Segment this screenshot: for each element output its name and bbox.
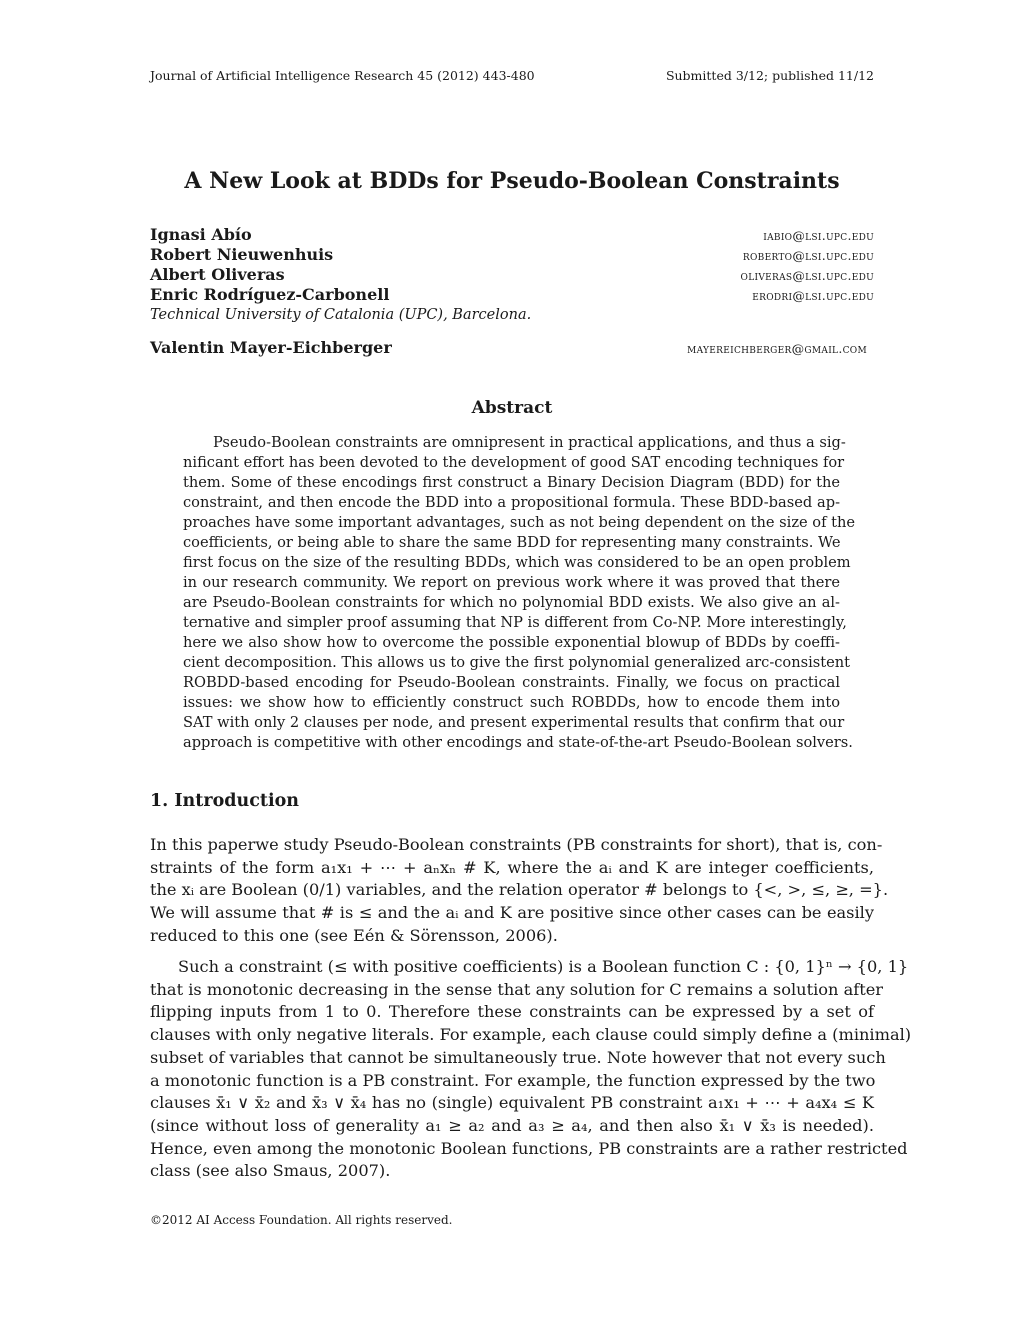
text-line: constraint, and then encode the BDD into a propositional formula. These BDD-based ap- (183, 494, 840, 511)
text-line: flipping inputs from 1 to 0. Therefore these constraints can be expressed by a set of (150, 1002, 874, 1022)
abstract-heading: Abstract (471, 398, 553, 418)
text-line: clauses with only negative literals. For example, each clause could simply define a (minimal) (150, 1025, 912, 1045)
paragraph (150, 834, 889, 948)
section-heading: 1. Introduction (150, 791, 299, 811)
author-email: erodri@lsi.upc.edu (752, 288, 874, 303)
text-line: them. Some of these encodings first construct a Binary Decision Diagram (BDD) for the (183, 474, 840, 491)
submission-dates: Submitted 3/12; published 11/12 (665, 68, 874, 83)
text-line: the xᵢ are Boolean (0/1) variables, and the relation operator # belongs to {<, >, ≤, ≥, =}. (150, 880, 889, 900)
text-line: In this paperwe study Pseudo-Boolean constraints (PB constraints for short), that is, con- (150, 835, 883, 854)
text-line: here we also show how to overcome the possible exponential blowup of BDDs by coeffi- (183, 634, 840, 651)
author-name: Albert Oliveras (150, 265, 285, 284)
text-line: straints of the form a₁x₁ + ⋯ + aₙxₙ # K, where the aᵢ and K are integer coefficients, (150, 857, 874, 877)
text-line: Pseudo-Boolean constraints are omnipresent in practical applications, and thus a sig- (213, 434, 846, 451)
paper-title: A New Look at BDDs for Pseudo-Boolean Constraints (184, 168, 840, 194)
author-name: Ignasi Abío (150, 225, 252, 244)
text-line: coefficients, or being able to share the same BDD for representing many constraints. We (183, 534, 841, 551)
abstract-body (183, 433, 856, 753)
text-line: reduced to this one (see Eén & Sörensson, 2006). (150, 925, 558, 945)
text-line: nificant effort has been devoted to the development of good SAT encoding techniques for (183, 454, 845, 471)
text-line: cient decomposition. This allows us to give the first polynomial generalized arc-consistent (183, 654, 851, 671)
text-line: SAT with only 2 clauses per node, and present experimental results that confirm that our (183, 714, 845, 731)
journal-header: Journal of Artificial Intelligence Research 45 (2012) 443-480 (150, 68, 535, 83)
copyright-notice: ©2012 AI Access Foundation. All rights reserved. (150, 1213, 453, 1227)
text-line: issues: we show how to efficiently construct such ROBDDs, how to encode them into (183, 694, 840, 711)
author-name: Valentin Mayer-Eichberger (150, 338, 392, 357)
text-line: are Pseudo-Boolean constraints for which no polynomial BDD exists. We also give an al- (183, 594, 840, 611)
paragraph (150, 956, 912, 1183)
text-line: subset of variables that cannot be simultaneously true. Note however that not every such (150, 1047, 886, 1067)
text-line: clauses x̄₁ ∨ x̄₂ and x̄₃ ∨ x̄₄ has no (single) equivalent PB constraint a₁x₁ + ⋯ + a₄x₄ ≤ K (150, 1093, 874, 1113)
author-email: mayereichberger@gmail.com (687, 341, 867, 356)
text-line: ternative and simpler proof assuming that NP is different from Co-NP. More interestingly, (183, 614, 847, 631)
author-name: Enric Rodríguez-Carbonell (150, 285, 390, 304)
author-email: oliveras@lsi.upc.edu (740, 268, 874, 283)
text-line: first focus on the size of the resulting BDDs, which was considered to be an open problem (183, 554, 851, 571)
text-line: ROBDD-based encoding for Pseudo-Boolean constraints. Finally, we focus on practical (183, 674, 840, 691)
text-line: proaches have some important advantages, such as not being dependent on the size of the (183, 514, 856, 531)
text-line: approach is competitive with other encodings and state-of-the-art Pseudo-Boolean solvers. (183, 734, 853, 751)
text-line: that is monotonic decreasing in the sense that any solution for C remains a solution after (150, 979, 884, 999)
author-name: Robert Nieuwenhuis (150, 245, 334, 264)
text-line: Such a constraint (≤ with positive coefficients) is a Boolean function C : {0, 1}ⁿ → {0, 1} (178, 957, 909, 976)
affiliation: Technical University of Catalonia (UPC), Barcelona. (150, 307, 532, 323)
author-email: roberto@lsi.upc.edu (742, 248, 874, 263)
text-line: We will assume that # is ≤ and the aᵢ and K are positive since other cases can be easily (150, 903, 874, 923)
author-email: iabio@lsi.upc.edu (763, 228, 874, 243)
text-line: a monotonic function is a PB constraint. For example, the function expressed by the two (150, 1070, 876, 1090)
text-line: class (see also Smaus, 2007). (150, 1161, 391, 1181)
text-line: in our research community. We report on previous work where it was proved that there (183, 574, 840, 591)
text-line: (since without loss of generality a₁ ≥ a₂ and a₃ ≥ a₄, and then also x̄₁ ∨ x̄₃ is needed). (150, 1115, 874, 1135)
text-line: Hence, even among the monotonic Boolean functions, PB constraints are a rather restricted (150, 1138, 908, 1158)
